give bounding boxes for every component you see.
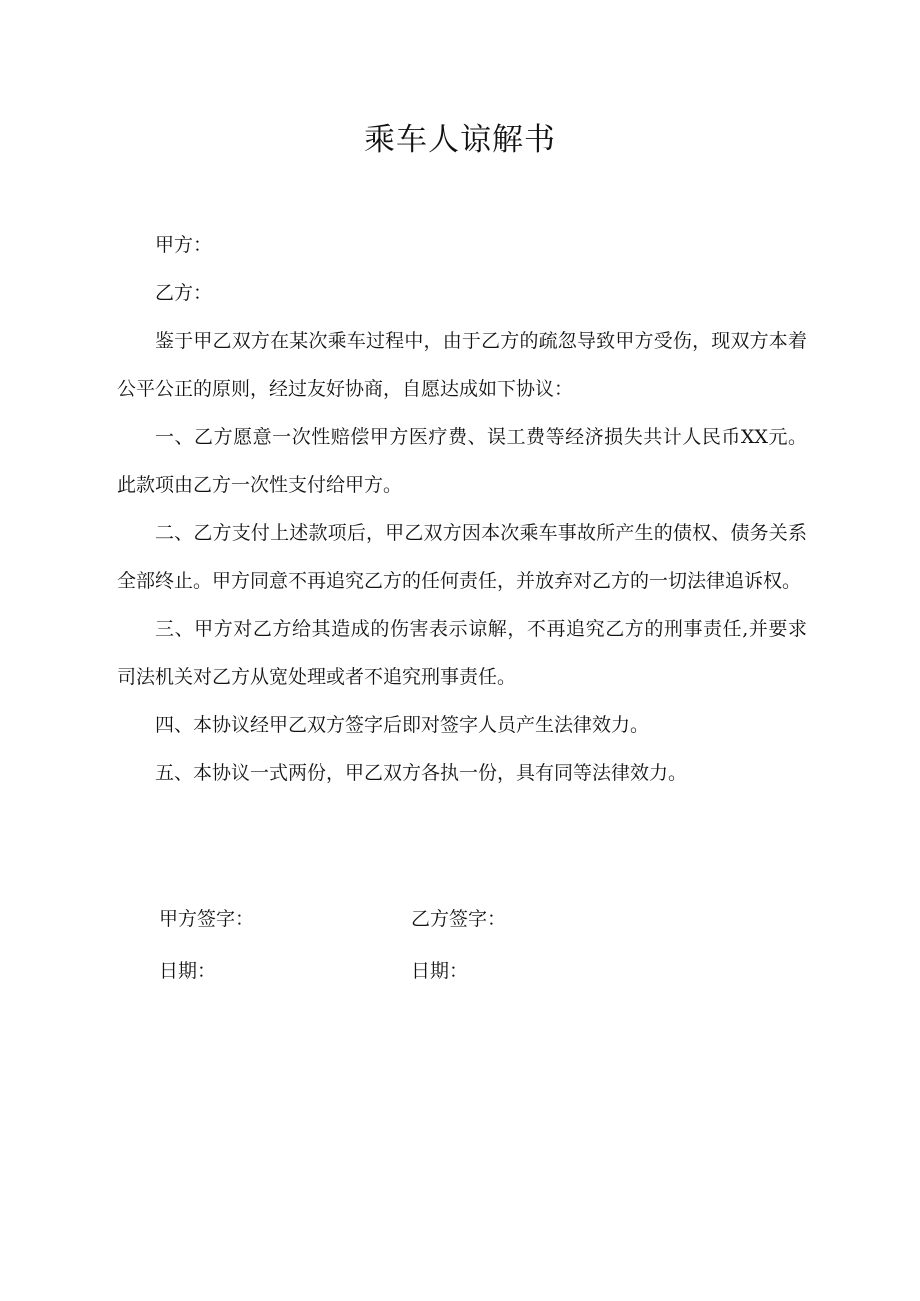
- clause-two-paragraph: 二、乙方支付上述款项后，甲乙双方因本次乘车事故所产生的债权、债务关系全部终止。甲方同意不再追究乙方的任何责任，并放弃对乙方的一切法律追诉权。: [117, 522, 807, 592]
- party-b-signature-label: 乙方签字：: [411, 908, 507, 930]
- party-a-date-label: 日期：: [159, 960, 217, 982]
- party-b-date-label: 日期：: [411, 960, 469, 982]
- clause-three-paragraph: 三、甲方对乙方给其造成的伤害表示谅解，不再追究乙方的刑事责任,并要求司法机关对乙方从宽处理或者不追究刑事责任。: [117, 618, 807, 688]
- party-a-label: 甲方：: [155, 234, 213, 256]
- preamble-paragraph: 鉴于甲乙双方在某次乘车过程中，由于乙方的疏忽导致甲方受伤，现双方本着公平公正的原则，经过友好协商，自愿达成如下协议：: [117, 330, 807, 400]
- clause-one-paragraph: 一、乙方愿意一次性赔偿甲方医疗费、误工费等经济损失共计人民币XX元。此款项由乙方一次性支付给甲方。: [117, 426, 807, 496]
- clause-five-paragraph: 五、本协议一式两份，甲乙双方各执一份，具有同等法律效力。: [155, 762, 688, 784]
- document-body: [117, 221, 807, 797]
- signature-row: [159, 895, 799, 947]
- signature-section: [159, 895, 799, 999]
- date-row: [159, 947, 799, 999]
- clause-four-paragraph: 四、本协议经甲乙双方签字后即对签字人员产生法律效力。: [155, 714, 650, 736]
- document-title: 乘车人谅解书: [364, 122, 556, 158]
- party-a-signature-label: 甲方签字：: [159, 908, 255, 930]
- party-b-label: 乙方：: [155, 282, 213, 304]
